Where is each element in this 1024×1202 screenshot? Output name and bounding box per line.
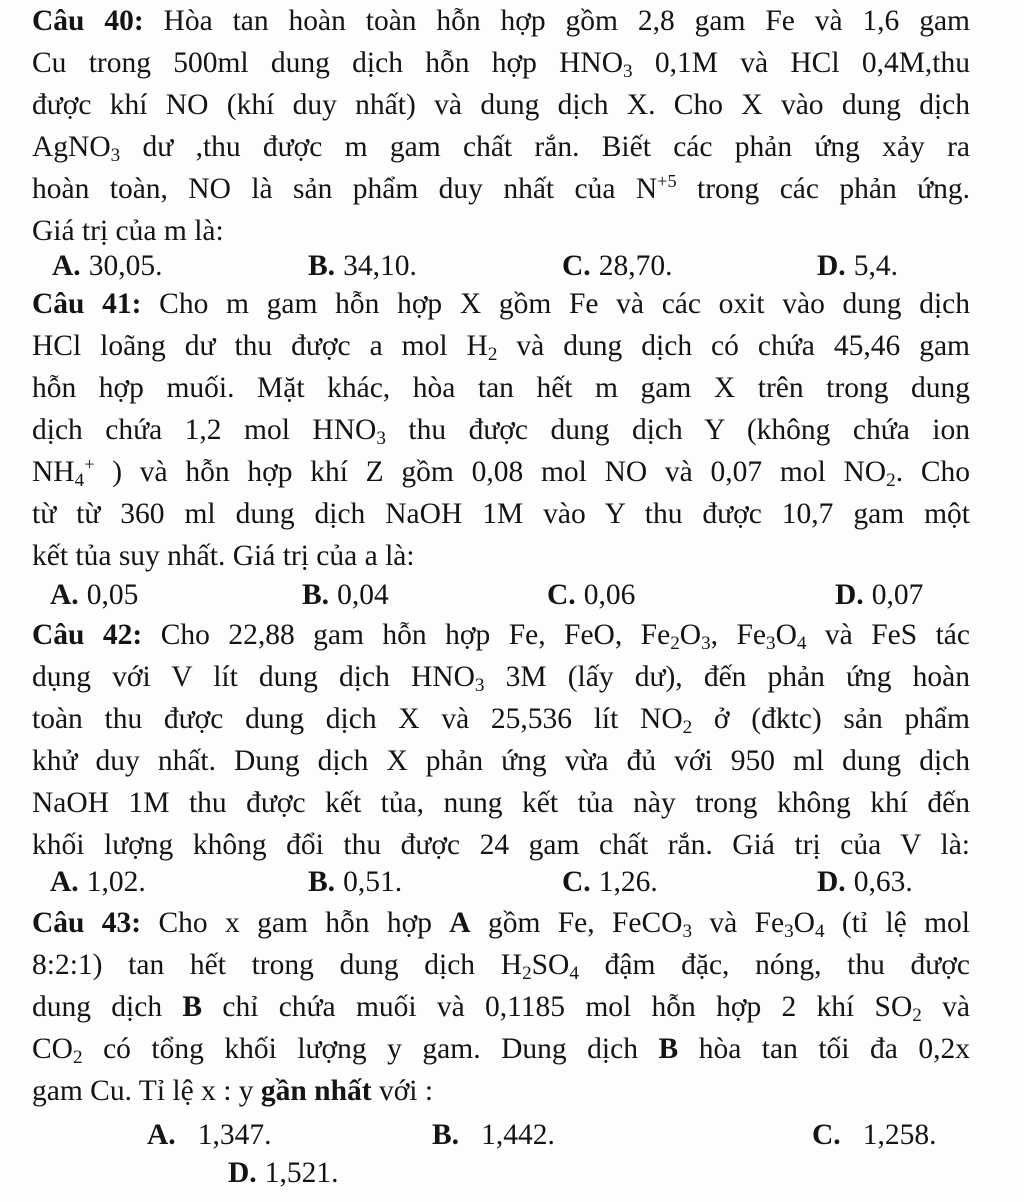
q41-option-c[interactable]: C. 0,06 bbox=[547, 579, 636, 611]
q42-line-3: toàn thu được dung dịch X và 25,536 lít $NO_2$ ở (đktc) sản phẩm bbox=[32, 703, 970, 738]
q41-line-4: dịch chứa 1,2 mol $HNO_3$ thu được dung dịch Y (không chứa ion bbox=[32, 414, 970, 449]
q40-option-b[interactable]: B. 34,10. bbox=[308, 250, 417, 282]
q43-options-row-1 bbox=[0, 1114, 1024, 1156]
q43-line-3: dung dịch B chỉ chứa muối và 0,1185 mol hỗn hợp 2 khí $SO_2$ và bbox=[32, 991, 970, 1026]
q41-line-1: Câu 41: Cho m gam hỗn hợp X gồm Fe và các oxit vào dung dịch bbox=[32, 288, 970, 320]
q42-option-b[interactable]: B. 0,51. bbox=[308, 866, 403, 898]
q42-line-5: NaOH 1M thu được kết tủa, nung kết tủa này trong không khí đến bbox=[32, 787, 970, 819]
q40-options bbox=[0, 245, 1024, 287]
q41-option-d[interactable]: D. 0,07 bbox=[835, 579, 924, 611]
q42-option-a[interactable]: A. 1,02. bbox=[50, 866, 146, 898]
q41-line-5: $NH_4^+$ ) và hỗn hợp khí Z gồm 0,08 mol NO và 0,07 mol $NO_2$. Cho bbox=[32, 454, 970, 491]
q43-option-c[interactable]: C. 1,258. bbox=[812, 1119, 937, 1151]
q42-options bbox=[0, 861, 1024, 903]
q40-option-a[interactable]: A. 30,05. bbox=[52, 250, 163, 282]
q41-options bbox=[0, 574, 1024, 616]
q41-line-7: kết tủa suy nhất. Giá trị của a là: bbox=[32, 540, 415, 572]
q43-line-1: Câu 43: Cho x gam hỗn hợp A gồm Fe, FeCO$_3$ và $Fe_3O_4$ (tỉ lệ mol bbox=[32, 907, 970, 942]
q40-line-1: Câu 40: Hòa tan hoàn toàn hỗn hợp gồm 2,8 gam Fe và 1,6 gam bbox=[32, 5, 970, 37]
q40-option-d[interactable]: D. 5,4. bbox=[817, 250, 898, 282]
q41-option-a[interactable]: A. 0,05 bbox=[50, 579, 139, 611]
q43-option-a[interactable]: A. 1,347. bbox=[147, 1119, 272, 1151]
q40-line-3: được khí NO (khí duy nhất) và dung dịch X. Cho X vào dung dịch bbox=[32, 89, 970, 121]
q42-line-2: dụng với V lít dung dịch $HNO_3$ 3M (lấy dư), đến phản ứng hoàn bbox=[32, 661, 970, 696]
q43-label: Câu 43: bbox=[32, 907, 142, 939]
q43-line-5: gam Cu. Tỉ lệ x : y gần nhất với : bbox=[32, 1075, 434, 1107]
q42-line-4: khử duy nhất. Dung dịch X phản ứng vừa đủ với 950 ml dung dịch bbox=[32, 745, 970, 777]
q43-options-row-2 bbox=[0, 1152, 1024, 1194]
q41-line-2: HCl loãng dư thu được a mol $H_2$ và dung dịch có chứa 45,46 gam bbox=[32, 330, 970, 365]
q41-label: Câu 41: bbox=[32, 288, 142, 320]
q40-line-6: Giá trị của m là: bbox=[32, 215, 224, 247]
q42-label: Câu 42: bbox=[32, 619, 143, 651]
q40-line-4: AgNO$_3$ dư ,thu được m gam chất rắn. Biết các phản ứng xảy ra bbox=[32, 131, 970, 166]
q42-line-1: Câu 42: Cho 22,88 gam hỗn hợp Fe, FeO, $Fe_2O_3$, $Fe_3O_4$ và FeS tác bbox=[32, 619, 970, 654]
q42-option-d[interactable]: D. 0,63. bbox=[817, 866, 913, 898]
q40-line-2: Cu trong 500ml dung dịch hỗn hợp $HNO_3$ 0,1M và HCl 0,4M,thu bbox=[32, 47, 970, 82]
q43-option-b[interactable]: B. 1,442. bbox=[432, 1119, 555, 1151]
q43-option-d[interactable]: D. 1,521. bbox=[228, 1157, 339, 1189]
q41-option-b[interactable]: B. 0,04 bbox=[302, 579, 389, 611]
q40-option-c[interactable]: C. 28,70. bbox=[562, 250, 673, 282]
q41-line-6: từ từ 360 ml dung dịch NaOH 1M vào Y thu được 10,7 gam một bbox=[32, 498, 970, 530]
q43-line-4: $CO_2$ có tổng khối lượng y gam. Dung dịch B hòa tan tối đa 0,2x bbox=[32, 1033, 970, 1068]
q43-line-2: 8:2:1) tan hết trong dung dịch $H_2SO_4$ đậm đặc, nóng, thu được bbox=[32, 949, 970, 984]
q40-line-5: hoàn toàn, NO là sản phẩm duy nhất của $N^{+5}$ trong các phản ứng. bbox=[32, 171, 970, 205]
q41-line-3: hỗn hợp muối. Mặt khác, hòa tan hết m gam X trên trong dung bbox=[32, 372, 970, 404]
q42-line-6: khối lượng không đổi thu được 24 gam chất rắn. Giá trị của V là: bbox=[32, 829, 970, 861]
q42-option-c[interactable]: C. 1,26. bbox=[562, 866, 658, 898]
q40-label: Câu 40: bbox=[32, 5, 144, 37]
